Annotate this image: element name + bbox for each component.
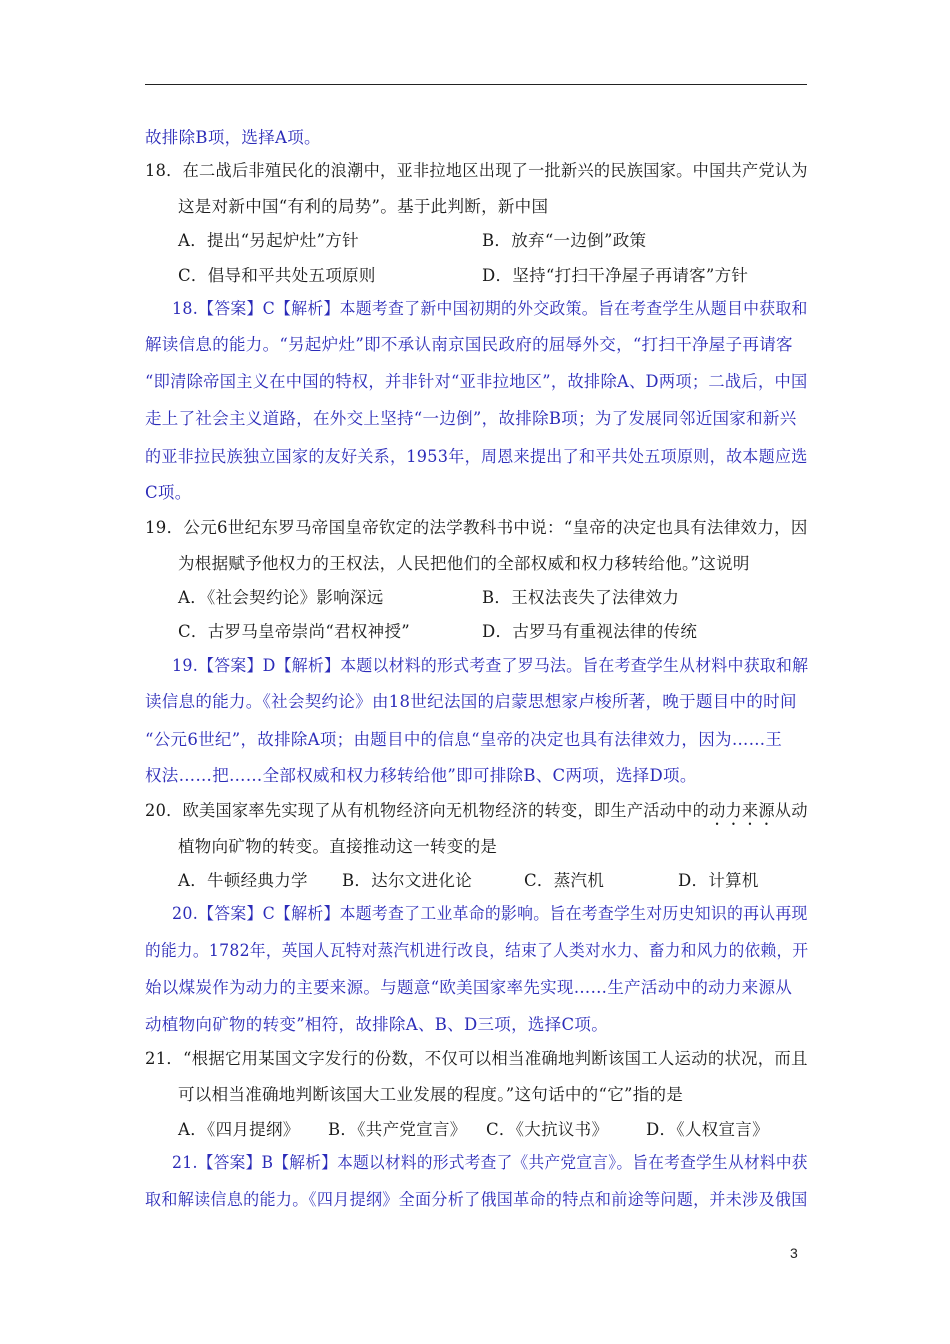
question-20-option-b: B．达尔文进化论: [342, 871, 473, 890]
question-20-stem-cont: 植物向矿物的转变。直接推动这一转变的是: [178, 837, 498, 856]
question-20-answer: 20.【答案】C【解析】本题考查了工业革命的影响。旨在考查学生对历史知识的再认再现: [172, 904, 808, 923]
question-19-answer-line: 权法……把……全部权威和权力移转给他”即可排除B、C两项，选择D项。: [145, 766, 697, 785]
question-18-answer-line: 解读信息的能力。“另起炉灶”即不承认南京国民政府的屈辱外交，“打扫干净屋子再请客: [145, 335, 793, 354]
question-19-answer-line: “公元6世纪”，故排除A项；由题目中的信息“皇帝的决定也具有法律效力，因为……王: [145, 730, 783, 749]
question-21-option-b: B．《共产党宣言》: [328, 1120, 467, 1139]
question-18-option-a: A．提出“另起炉灶”方针: [178, 231, 359, 250]
emphasized-phrase: 动力来源: [709, 801, 775, 820]
question-20-stem-part: 20．欧美国家率先实现了从有机物经济向无机物经济的转变，即生产活动中的: [145, 801, 710, 820]
question-18-option-b: B．放弃“一边倒”政策: [482, 231, 647, 250]
question-21-stem-cont: 可以相当准确地判断该国大工业发展的程度。”这句话中的“它”指的是: [178, 1085, 684, 1104]
question-21-answer-line: 取和解读信息的能力。《四月提纲》全面分析了俄国革命的特点和前途等问题，并未涉及俄国: [145, 1190, 808, 1209]
question-20-answer-line: 动植物向矿物的转变”相符，故排除A、B、D三项，选择C项。: [145, 1015, 609, 1034]
question-20-option-d: D．计算机: [678, 871, 759, 890]
question-18-stem: 18．在二战后非殖民化的浪潮中，亚非拉地区出现了一批新兴的民族国家。中国共产党认为: [145, 161, 808, 180]
question-19-answer-line: 读信息的能力。《社会契约论》由18世纪法国的启蒙思想家卢梭所著，晚于题目中的时间: [145, 692, 797, 711]
question-20-option-c: C．蒸汽机: [524, 871, 605, 890]
question-21-option-d: D．《人权宣言》: [646, 1120, 769, 1139]
question-19-option-a: A．《社会契约论》影响深远: [178, 588, 384, 607]
question-21-option-c: C．《大抗议书》: [486, 1120, 609, 1139]
question-19-option-c: C．古罗马皇帝崇尚“君权神授”: [178, 622, 410, 641]
question-20-answer-line: 始以煤炭作为动力的主要来源。与题意“欧美国家率先实现……生产活动中的动力来源从: [145, 978, 793, 997]
header-rule: [145, 84, 807, 85]
question-21-stem: 21．“根据它用某国文字发行的份数，不仅可以相当准确地判断该国工人运动的状况，而且: [145, 1049, 808, 1068]
question-20-stem: [145, 800, 808, 829]
answer-continuation: 故排除B项，选择A项。: [145, 128, 321, 147]
question-18-option-c: C．倡导和平共处五项原则: [178, 266, 376, 285]
question-20-option-a: A．牛顿经典力学: [178, 871, 308, 890]
question-19-answer: 19.【答案】D【解析】本题以材料的形式考查了罗马法。旨在考查学生从材料中获取和解: [172, 656, 809, 675]
question-19-stem: 19．公元6世纪东罗马帝国皇帝钦定的法学教科书中说：“皇帝的决定也具有法律效力，因: [145, 518, 808, 537]
question-18-option-d: D．坚持“打扫干净屋子再请客”方针: [482, 266, 749, 285]
question-19-option-d: D．古罗马有重视法律的传统: [482, 622, 698, 641]
page-number: 3: [790, 1245, 798, 1261]
question-18-answer-line: 走上了社会主义道路，在外交上坚持“一边倒”，故排除B项；为了发展同邻近国家和新兴: [145, 409, 797, 428]
question-20-answer-line: 的能力。1782年，英国人瓦特对蒸汽机进行改良，结束了人类对水力、畜力和风力的依赖，开: [145, 941, 809, 960]
question-19-option-b: B．王权法丧失了法律效力: [482, 588, 680, 607]
question-18-answer-line: 的亚非拉民族独立国家的友好关系，1953年，周恩来提出了和平共处五项原则，故本题应选: [145, 447, 808, 466]
question-19-stem-cont: 为根据赋予他权力的王权法，人民把他们的全部权威和权力移转给他。”这说明: [178, 554, 750, 573]
question-21-option-a: A．《四月提纲》: [178, 1120, 300, 1139]
question-18-answer-line: “即清除帝国主义在中国的特权，并非针对“亚非拉地区”，故排除A、D两项；二战后，中国: [145, 372, 808, 391]
question-20-stem-part: 从动: [774, 801, 808, 820]
question-18-answer: 18.【答案】C【解析】本题考查了新中国初期的外交政策。旨在考查学生从题目中获取和: [172, 299, 808, 318]
question-21-answer: 21.【答案】B【解析】本题以材料的形式考查了《共产党宣言》。旨在考查学生从材料中获: [172, 1153, 808, 1172]
question-18-answer-line: C项。: [145, 483, 192, 502]
question-18-stem-cont: 这是对新中国“有利的局势”。基于此判断，新中国: [178, 197, 549, 216]
